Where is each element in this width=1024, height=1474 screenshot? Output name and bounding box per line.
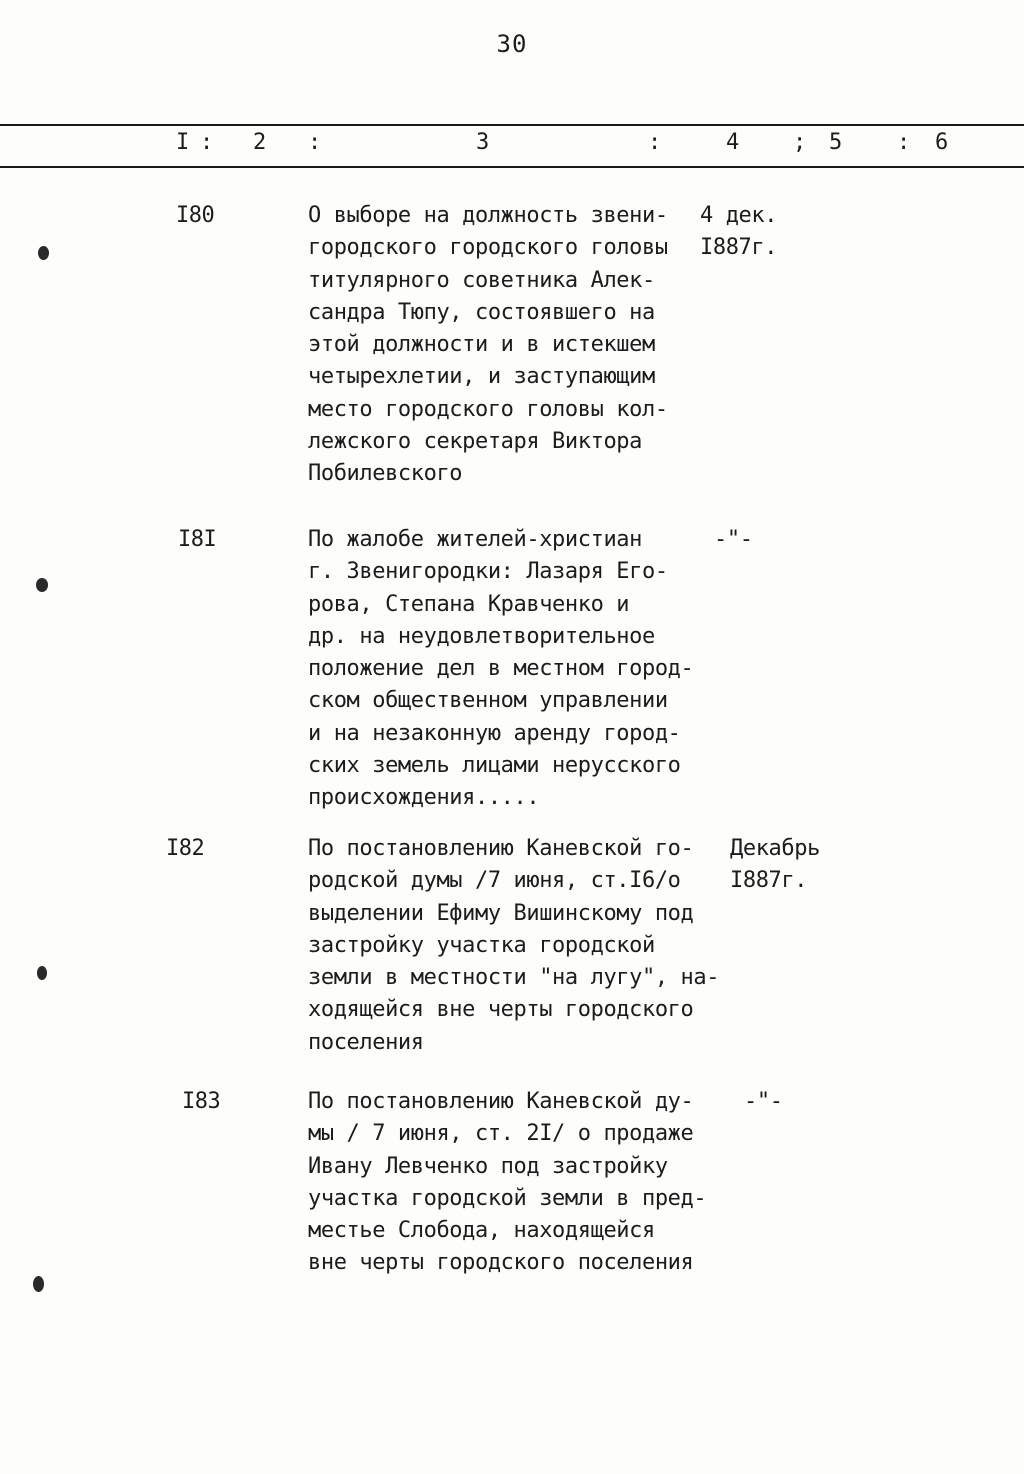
date-line: Декабрь [730, 836, 820, 861]
description-line: ских земель лицами нерусского [308, 753, 681, 779]
description-line: По постановлению Каневской го- [308, 836, 694, 861]
description-line: родской думы /7 июня, ст.I6/о [308, 868, 681, 894]
page-number: 30 [496, 30, 528, 58]
description-line: земли в местности "на лугу", на- [308, 965, 720, 991]
binder-hole-mark [33, 1276, 44, 1292]
description-line: Ивану Левченко под застройку [308, 1153, 668, 1179]
entry-number: I83 [182, 1089, 221, 1114]
binder-hole-mark [37, 966, 47, 980]
description-line: поселения [308, 1029, 424, 1055]
description-line: титулярного советника Алек- [308, 267, 655, 293]
description-line: лежского секретаря Виктора [308, 429, 642, 455]
entry-description [308, 524, 728, 815]
column-header-1: I [176, 130, 190, 155]
description-line: этой должности и в истекшем [308, 332, 655, 358]
binder-hole-mark [38, 246, 49, 260]
date-line: -"- [714, 527, 753, 552]
description-line: О выборе на должность звени- [308, 203, 668, 228]
entry-date [744, 1086, 783, 1118]
description-line: место городского головы кол- [308, 396, 668, 422]
column-separator: ; [793, 130, 807, 155]
entry-date [700, 200, 777, 264]
column-header-6: 6 [935, 130, 949, 155]
entry-number: I8I [178, 527, 217, 552]
column-separator: : [308, 130, 322, 155]
description-line: участка городской земли в пред- [308, 1185, 707, 1211]
column-header-4: 4 [726, 130, 740, 155]
description-line: рова, Степана Кравченко и [308, 591, 630, 617]
description-line: сандра Тюпу, состоявшего на [308, 299, 655, 325]
column-separator: : [200, 130, 214, 155]
description-line: выделении Ефиму Вишинскому под [308, 900, 694, 926]
column-header-2: 2 [253, 130, 267, 155]
description-line: ском общественном управлении [308, 688, 668, 714]
description-line: др. на неудовлетворительное [308, 623, 655, 649]
description-line: По жалобе жителей-христиан [308, 527, 642, 552]
binder-hole-mark [36, 578, 48, 592]
entry-description [308, 833, 728, 1059]
description-line: мы / 7 июня, ст. 2I/ о продаже [308, 1121, 694, 1147]
description-line: вне черты городского поселения [308, 1250, 694, 1276]
entry-date [730, 833, 820, 897]
header-top-rule [0, 124, 1024, 126]
description-line: ходящейся вне черты городского [308, 997, 694, 1023]
date-line: I887г. [730, 868, 808, 893]
description-line: местье Слобода, находящейся [308, 1218, 655, 1244]
header-bottom-rule [0, 166, 1024, 168]
column-header-5: 5 [829, 130, 843, 155]
description-line: четырехлетии, и заступающим [308, 364, 655, 390]
date-line: -"- [744, 1089, 783, 1114]
description-line: городского городского головы [308, 235, 668, 261]
description-line: положение дел в местном город- [308, 656, 694, 682]
column-separator: : [648, 130, 662, 155]
entry-date [714, 524, 753, 556]
description-line: застройку участка городской [308, 932, 655, 958]
entry-number: I82 [166, 836, 205, 861]
description-line: и на незаконную аренду город- [308, 720, 681, 746]
entry-number: I80 [176, 203, 215, 228]
entry-description [308, 200, 728, 491]
description-line: г. Звенигородки: Лазаря Его- [308, 559, 668, 585]
description-line: Побилевского [308, 461, 463, 487]
column-header-3: 3 [476, 130, 490, 155]
entry-description [308, 1086, 728, 1280]
description-line: По постановлению Каневской ду- [308, 1089, 694, 1114]
date-line: I887г. [700, 235, 778, 260]
description-line: происхождения..... [308, 785, 540, 811]
column-separator: : [897, 130, 911, 155]
date-line: 4 дек. [700, 203, 778, 228]
